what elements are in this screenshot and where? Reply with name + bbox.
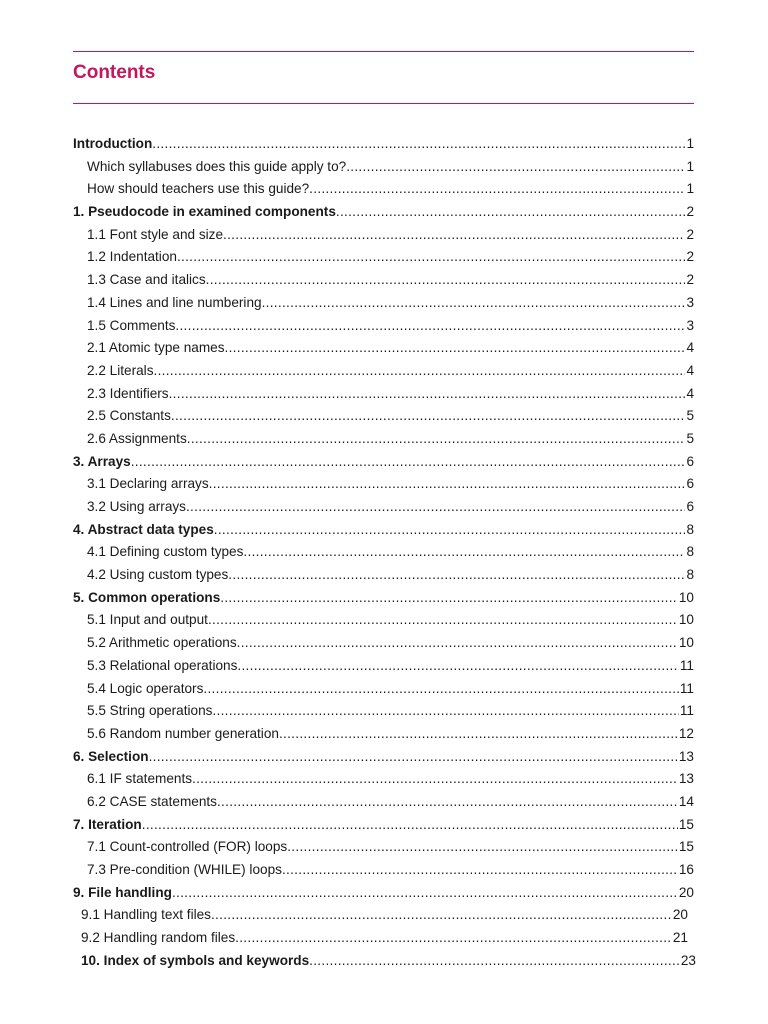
toc-page-number: 1 xyxy=(686,158,694,174)
toc-entry-label: 1.4 Lines and line numbering xyxy=(87,294,262,310)
toc-entry-label: 6.1 IF statements xyxy=(87,771,193,787)
toc-entry-label: 5.1 Input and output xyxy=(87,612,208,628)
toc-entry-label: 9.2 Handling random files xyxy=(81,930,236,946)
toc-entry-label: 7.1 Count-controlled (FOR) loops xyxy=(87,839,288,855)
toc-subsection-entry[interactable] xyxy=(73,700,694,723)
toc-subsection-entry[interactable] xyxy=(73,178,694,201)
toc-dot-leader xyxy=(171,405,686,428)
toc-page-number: 6 xyxy=(686,499,694,514)
toc-dot-leader xyxy=(152,133,685,156)
toc-dot-leader xyxy=(235,927,672,950)
toc-entry-label: 4.1 Defining custom types xyxy=(87,544,244,560)
toc-subsection-entry[interactable] xyxy=(73,632,694,655)
toc-subsection-entry[interactable] xyxy=(73,859,694,882)
toc-page-number: 10 xyxy=(678,635,694,651)
toc-subsection-entry[interactable] xyxy=(73,904,688,927)
toc-section-entry[interactable] xyxy=(73,201,694,224)
toc-subsection-entry[interactable] xyxy=(73,405,694,428)
toc-dot-leader xyxy=(142,814,678,837)
toc-entry-label: 4.2 Using custom types xyxy=(87,567,229,583)
toc-page-number: 11 xyxy=(679,657,694,673)
toc-dot-leader xyxy=(203,678,678,701)
toc-page-number: 10 xyxy=(678,612,694,628)
toc-page-number: 6 xyxy=(686,453,694,469)
toc-section-entry[interactable] xyxy=(73,133,694,156)
toc-page-number: 8 xyxy=(686,521,694,537)
toc-entry-label: 5. Common operations xyxy=(73,589,221,605)
toc-dot-leader xyxy=(223,224,685,247)
page-title: Contents xyxy=(73,62,156,83)
toc-page-number: 8 xyxy=(686,567,694,583)
toc-dot-leader xyxy=(186,496,685,519)
toc-section-entry[interactable] xyxy=(73,950,696,973)
toc-page-number: 20 xyxy=(678,884,694,900)
toc-dot-leader xyxy=(237,655,678,678)
toc-page-number: 2 xyxy=(686,249,694,265)
toc-dot-leader xyxy=(211,904,672,927)
toc-dot-leader xyxy=(262,292,686,315)
toc-entry-label: 2.6 Assignments xyxy=(87,430,187,446)
toc-subsection-entry[interactable] xyxy=(73,315,694,338)
toc-subsection-entry[interactable] xyxy=(73,292,694,315)
toc-subsection-entry[interactable] xyxy=(73,927,688,950)
toc-entry-label: 9.1 Handling text files xyxy=(81,907,211,923)
toc-entry-label: 3.2 Using arrays xyxy=(87,499,186,514)
toc-page-number: 3 xyxy=(686,317,694,333)
toc-page-number: 2 xyxy=(686,272,694,288)
toc-section-entry[interactable] xyxy=(73,814,694,837)
toc-dot-leader xyxy=(346,156,685,179)
toc-dot-leader xyxy=(192,768,678,791)
toc-page-number: 2 xyxy=(686,226,694,242)
toc-dot-leader xyxy=(154,360,686,383)
toc-entry-label: 7. Iteration xyxy=(73,816,142,832)
toc-subsection-entry[interactable] xyxy=(73,564,694,587)
toc-page-number: 12 xyxy=(678,725,694,741)
toc-dot-leader xyxy=(177,246,685,269)
toc-page-number: 5 xyxy=(686,430,694,446)
toc-entry-label: 1.1 Font style and size xyxy=(87,226,224,242)
table-of-contents xyxy=(73,133,694,972)
toc-dot-leader xyxy=(212,700,678,723)
toc-page-number: 2 xyxy=(686,204,694,220)
toc-page-number: 6 xyxy=(686,476,694,492)
toc-subsection-entry[interactable] xyxy=(73,337,694,360)
toc-entry-label: 5.6 Random number generation xyxy=(87,725,279,741)
toc-entry-label: 2.5 Constants xyxy=(87,408,171,424)
toc-dot-leader xyxy=(214,519,686,542)
toc-page-number: 10 xyxy=(678,589,694,605)
toc-section-entry[interactable] xyxy=(73,451,694,474)
toc-section-entry[interactable] xyxy=(73,882,694,905)
toc-page-number: 20 xyxy=(672,907,688,923)
toc-entry-label: 2.3 Identifiers xyxy=(87,385,169,401)
toc-entry-label: 5.5 String operations xyxy=(87,703,213,719)
toc-entry-label: 5.3 Relational operations xyxy=(87,657,238,673)
toc-dot-leader xyxy=(187,428,686,451)
toc-dot-leader xyxy=(172,882,678,905)
toc-subsection-entry[interactable] xyxy=(73,609,694,632)
toc-page-number: 23 xyxy=(680,952,696,968)
toc-subsection-entry[interactable] xyxy=(73,383,694,406)
toc-dot-leader xyxy=(220,587,678,610)
toc-entry-label: 6. Selection xyxy=(73,748,149,764)
toc-subsection-entry[interactable] xyxy=(73,836,694,859)
toc-page-number: 15 xyxy=(678,816,694,832)
toc-dot-leader xyxy=(208,609,678,632)
toc-subsection-entry[interactable] xyxy=(73,678,694,701)
toc-page-number: 13 xyxy=(678,771,694,787)
toc-entry-label: 9. File handling xyxy=(73,884,172,900)
toc-dot-leader xyxy=(131,451,686,474)
toc-page-number: 13 xyxy=(678,748,694,764)
toc-dot-leader xyxy=(243,541,685,564)
toc-dot-leader xyxy=(225,337,686,360)
toc-subsection-entry[interactable] xyxy=(73,723,694,746)
toc-dot-leader xyxy=(237,632,678,655)
top-rule xyxy=(73,51,694,52)
toc-dot-leader xyxy=(217,791,678,814)
toc-section-entry[interactable] xyxy=(73,746,694,769)
toc-page-number: 21 xyxy=(672,930,688,946)
toc-entry-label: 5.4 Logic operators xyxy=(87,680,204,696)
toc-page-number: 3 xyxy=(686,294,694,310)
toc-dot-leader xyxy=(309,178,685,201)
toc-entry-label: 5.2 Arithmetic operations xyxy=(87,635,237,651)
toc-entry-label: 10. Index of symbols and keywords xyxy=(81,952,310,968)
toc-page-number: 1 xyxy=(686,136,694,151)
toc-dot-leader xyxy=(206,269,686,292)
toc-entry-label: 4. Abstract data types xyxy=(73,521,214,537)
toc-dot-leader xyxy=(309,950,680,973)
toc-subsection-entry[interactable] xyxy=(73,156,694,179)
toc-subsection-entry[interactable] xyxy=(73,655,694,678)
toc-page-number: 4 xyxy=(686,340,694,356)
toc-page-number: 11 xyxy=(679,680,694,696)
toc-section-entry[interactable] xyxy=(73,519,694,542)
toc-subsection-entry[interactable] xyxy=(73,360,694,383)
toc-page-number: 1 xyxy=(686,181,694,197)
toc-dot-leader xyxy=(279,723,678,746)
toc-section-entry[interactable] xyxy=(73,587,694,610)
toc-entry-label: 1. Pseudocode in examined components xyxy=(73,204,336,220)
toc-subsection-entry[interactable] xyxy=(73,473,694,496)
toc-subsection-entry[interactable] xyxy=(73,791,694,814)
toc-dot-leader xyxy=(282,859,678,882)
toc-subsection-entry[interactable] xyxy=(73,246,694,269)
toc-page-number: 16 xyxy=(678,862,694,877)
toc-subsection-entry[interactable] xyxy=(73,768,694,791)
toc-page-number: 5 xyxy=(686,408,694,424)
toc-dot-leader xyxy=(209,473,686,496)
toc-page-number: 4 xyxy=(686,362,694,378)
toc-entry-label: Which syllabuses does this guide apply to? xyxy=(87,158,347,174)
toc-dot-leader xyxy=(336,201,686,224)
title-underline-rule xyxy=(73,103,694,104)
toc-subsection-entry[interactable] xyxy=(73,269,694,292)
toc-entry-label: 1.2 Indentation xyxy=(87,249,177,265)
toc-entry-label: Introduction xyxy=(73,136,153,151)
toc-entry-label: 1.5 Comments xyxy=(87,317,176,333)
toc-dot-leader xyxy=(149,746,678,769)
toc-entry-label: 7.3 Pre-condition (WHILE) loops xyxy=(87,862,282,877)
toc-subsection-entry[interactable] xyxy=(73,496,694,519)
toc-entry-label: 6.2 CASE statements xyxy=(87,793,217,809)
toc-entry-label: 1.3 Case and italics xyxy=(87,272,206,288)
toc-dot-leader xyxy=(169,383,686,406)
toc-subsection-entry[interactable] xyxy=(73,428,694,451)
toc-dot-leader xyxy=(228,564,685,587)
toc-dot-leader xyxy=(175,315,685,338)
toc-page-number: 14 xyxy=(678,793,694,809)
toc-entry-label: 2.2 Literals xyxy=(87,362,154,378)
toc-page-number: 4 xyxy=(686,385,694,401)
toc-subsection-entry[interactable] xyxy=(73,541,694,564)
toc-page-number: 11 xyxy=(679,703,694,719)
toc-entry-label: 3.1 Declaring arrays xyxy=(87,476,209,492)
toc-entry-label: 2.1 Atomic type names xyxy=(87,340,225,356)
toc-entry-label: How should teachers use this guide? xyxy=(87,181,310,197)
toc-page-number: 15 xyxy=(678,839,694,855)
toc-dot-leader xyxy=(287,836,678,859)
toc-page-number: 8 xyxy=(686,544,694,560)
toc-entry-label: 3. Arrays xyxy=(73,453,131,469)
toc-subsection-entry[interactable] xyxy=(73,224,694,247)
